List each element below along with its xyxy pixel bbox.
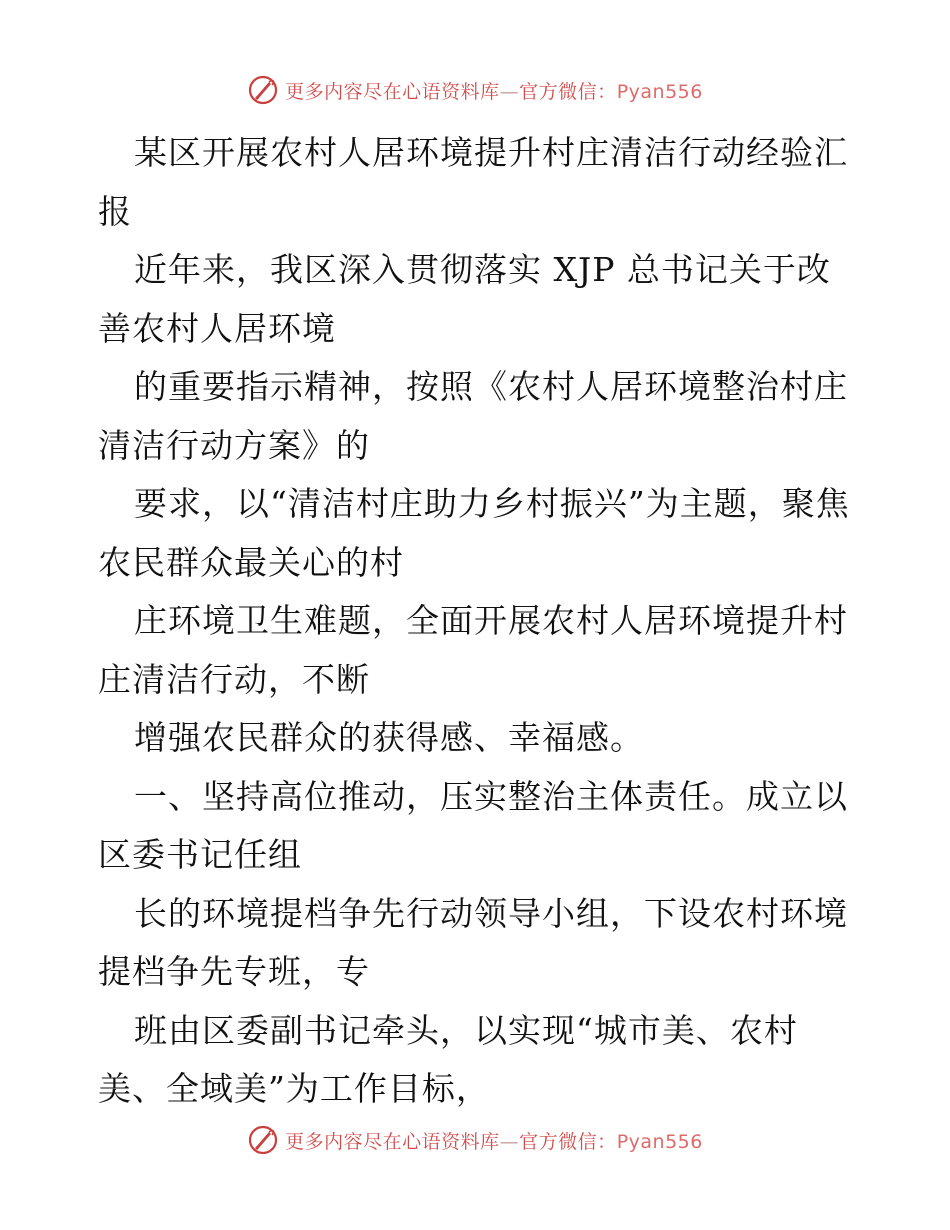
document-title: 某区开展农村人居环境提升村庄清洁行动经验汇报 <box>98 133 848 231</box>
footer-watermark <box>0 1120 950 1160</box>
quill-pen-circle-icon <box>247 74 279 106</box>
watermark-text <box>285 77 703 104</box>
watermark-main: 更多内容尽在心语资料库 <box>285 80 500 103</box>
paragraph: 近年来，我区深入贯彻落实 XJP 总书记关于改善农村人居环境 <box>98 250 831 348</box>
paragraph: 长的环境提档争先行动领导小组，下设农村环境提档争先专班，专 <box>98 893 848 991</box>
paragraph: 庄环境卫生难题，全面开展农村人居环境提升村庄清洁行动，不断 <box>98 601 848 699</box>
watermark-official: 官方微信： <box>519 1130 617 1153</box>
watermark-wechat-id: Pyan556 <box>616 80 703 103</box>
header-watermark <box>0 70 950 110</box>
paragraph: 一、坚持高位推动，压实整治主体责任。成立以区委书记任组 <box>98 776 848 874</box>
watermark-separator: — <box>499 1130 520 1153</box>
watermark-text <box>285 1127 703 1154</box>
document-body <box>98 124 858 1119</box>
watermark-wechat-id: Pyan556 <box>616 1130 703 1153</box>
watermark-group <box>247 74 703 106</box>
watermark-separator: — <box>499 80 520 103</box>
watermark-official: 官方微信： <box>519 80 617 103</box>
quill-pen-circle-icon <box>247 1124 279 1156</box>
paragraph: 要求，以“清洁村庄助力乡村振兴”为主题，聚焦农民群众最关心的村 <box>98 484 850 582</box>
paragraph: 班由区委副书记牵头，以实现“城市美、农村美、全域美”为工作目标， <box>98 1010 798 1108</box>
paragraph: 的重要指示精神，按照《农村人居环境整治村庄清洁行动方案》的 <box>98 367 848 465</box>
watermark-group <box>247 1124 703 1156</box>
watermark-main: 更多内容尽在心语资料库 <box>285 1130 500 1153</box>
paragraph: 增强农民群众的获得感、幸福感。 <box>134 718 644 757</box>
